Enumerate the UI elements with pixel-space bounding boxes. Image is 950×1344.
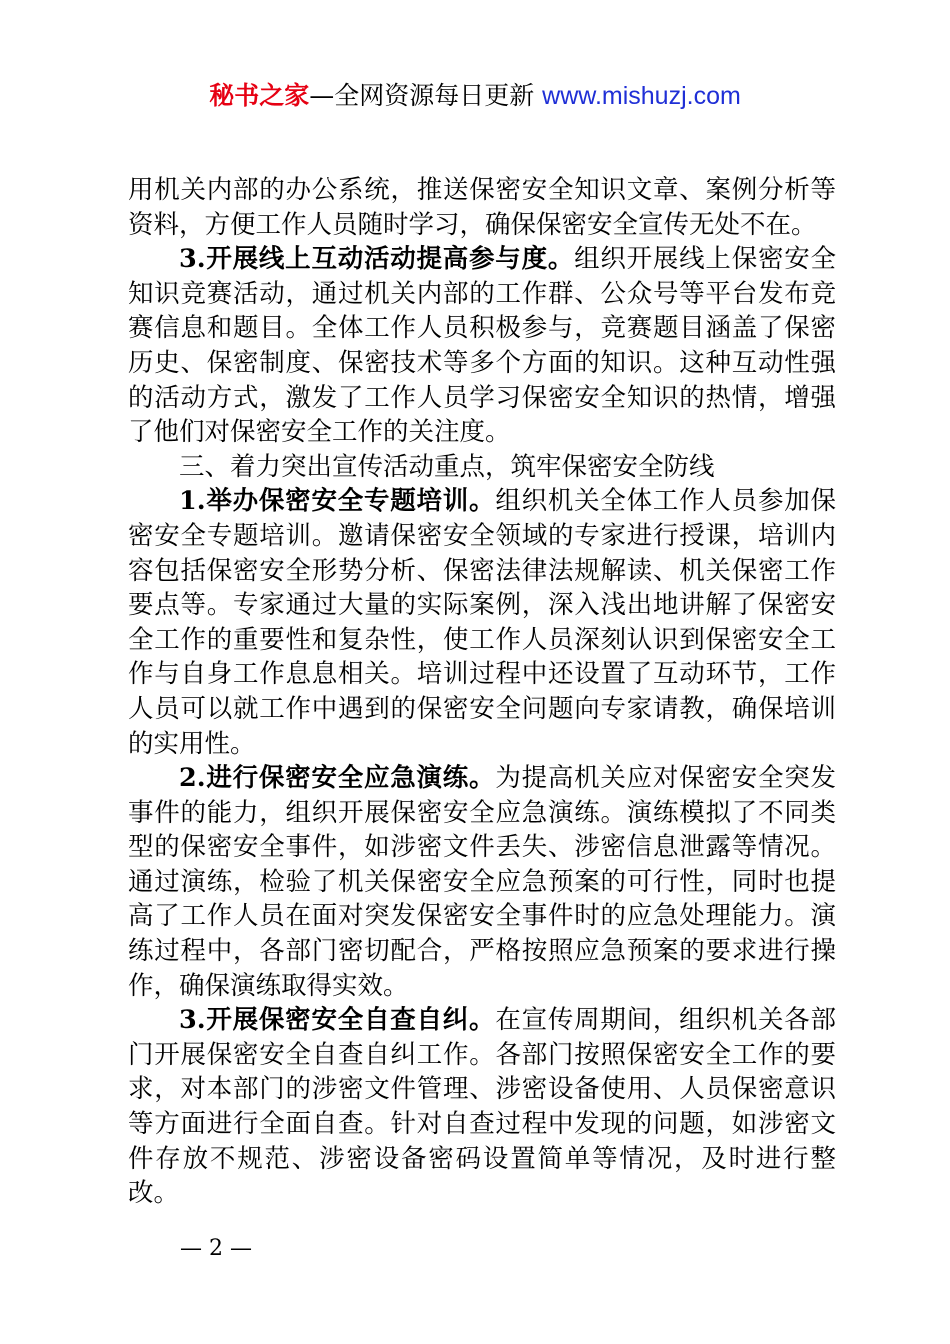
page-number: — 2 — [180, 1236, 252, 1261]
paragraph-text: 组织开展线上保密安全知识竞赛活动，通过机关内部的工作群、公众号等平台发布竞赛信息和题目。全体工作人员积极参与，竞赛题目涵盖了保密历史、保密制度、保密技术等多个方面的知识。这种互动性强的活动方式，激发了工作人员学习保密安全知识的热情，增强了他们对保密安全工作的关注度。 [128, 244, 836, 448]
paragraph-text: 为提高机关应对保密安全突发事件的能力，组织开展保密安全应急演练。演练模拟了不同类型的保密安全事件，如涉密文件丢失、涉密信息泄露等情况。通过演练，检验了机关保密安全应急预案的可行性，同时也提高了工作人员在面对突发保密安全事件时的应急处理能力。演练过程中，各部门密切配合，严格按照应急预案的要求进行操作，确保演练取得实效。 [128, 763, 836, 1001]
paragraph-text: 用机关内部的办公系统，推送保密安全知识文章、案例分析等资料，方便工作人员随时学习，确保保密安全宣传无处不在。 [128, 175, 836, 240]
paragraph-heading: 3.开展线上互动活动提高参与度。 [179, 244, 575, 275]
document-body [128, 173, 836, 1211]
paragraph-self-inspection [128, 1003, 836, 1211]
paragraph-continuation [128, 173, 836, 242]
paragraph-online-activities [128, 242, 836, 450]
section-heading [128, 450, 836, 485]
brand-name: 秘书之家 [209, 81, 310, 110]
paragraph-text: 组织机关全体工作人员参加保密安全专题培训。邀请保密安全领域的专家进行授课，培训内容包括保密安全形势分析、保密法律法规解读、机关保密工作要点等。专家通过大量的实际案例，深入浅出地讲解了保密安全工作的重要性和复杂性，使工作人员深刻认识到保密安全工作与自身工作息息相关。培训过程中还设置了互动环节，工作人员可以就工作中遇到的保密安全问题向专家请教，确保培训的实用性。 [128, 486, 836, 759]
site-header [0, 78, 950, 114]
paragraph-heading: 3.开展保密安全自查自纠。 [179, 1005, 496, 1036]
paragraph-emergency-drill [128, 761, 836, 1003]
paragraph-heading: 1.举办保密安全专题培训。 [179, 486, 496, 517]
paragraph-special-training [128, 484, 836, 761]
paragraph-text: 在宣传周期间，组织机关各部门开展保密安全自查自纠工作。各部门按照保密安全工作的要求，对本部门的涉密文件管理、涉密设备使用、人员保密意识等方面进行全面自查。针对自查过程中发现的问题，如涉密文件存放不规范、涉密设备密码设置简单等情况，及时进行整改。 [128, 1005, 836, 1209]
header-tagline: —全网资源每日更新 [309, 81, 543, 110]
section-heading-text: 三、着力突出宣传活动重点，筑牢保密安全防线 [179, 451, 715, 482]
site-url[interactable]: www.mishuzj.com [542, 82, 741, 110]
paragraph-heading: 2.进行保密安全应急演练。 [179, 763, 496, 794]
